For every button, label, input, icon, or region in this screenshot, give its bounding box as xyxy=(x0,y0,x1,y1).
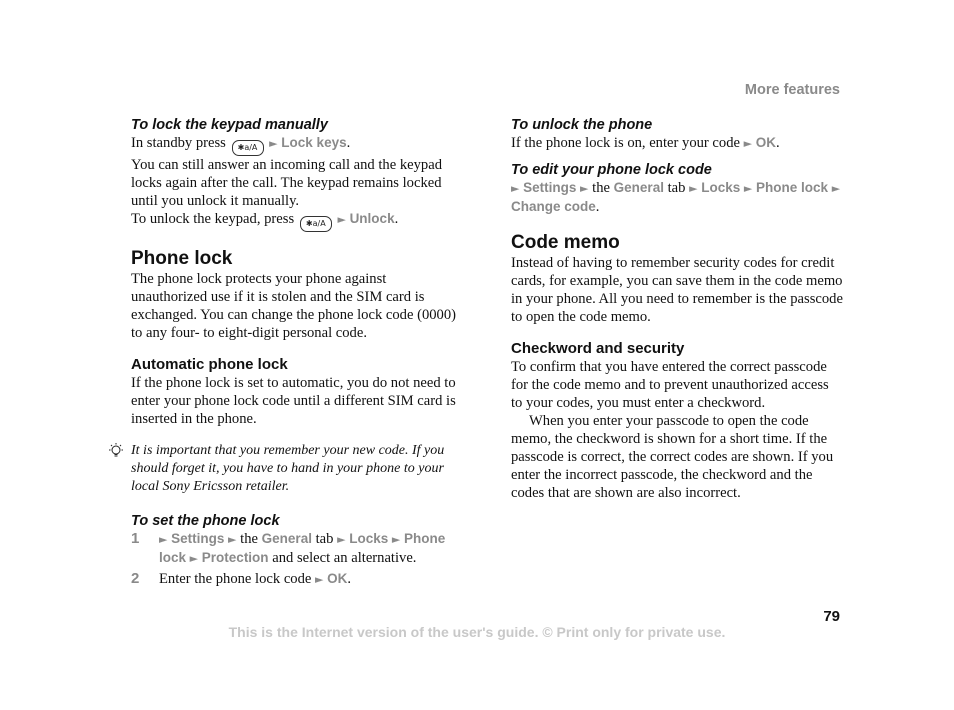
auto-lock-para: If the phone lock is set to automatic, you do not need to enter your phone lock code until a different SIM card is inserted in the phone. xyxy=(131,375,456,427)
arrow-right-icon: ► xyxy=(159,533,168,546)
protection-menu-item: Protection xyxy=(201,550,269,565)
lock-keypad-prefix: In standby press xyxy=(131,135,226,151)
change-code-menu-item: Change code xyxy=(511,199,596,214)
edit-code-step: ► Settings ► the General tab ► Locks ► Phone lock ► Change code. xyxy=(511,180,841,215)
settings-menu-item: Settings xyxy=(523,180,577,195)
code-memo-para: Instead of having to remember security codes for credit cards, for example, you can save them in the code memo in your phone. All you need to remember is the passcode to open the code memo. xyxy=(511,255,843,325)
phone-lock-heading: Phone lock xyxy=(131,248,233,269)
set-lock-heading: To set the phone lock xyxy=(131,513,280,529)
general-tab-item: General xyxy=(261,531,312,546)
step-number: 2 xyxy=(131,570,140,587)
arrow-right-icon: ► xyxy=(337,533,346,546)
unlock-heading: To unlock the phone xyxy=(511,117,653,133)
section-header: More features xyxy=(744,82,840,98)
general-tab-item: General xyxy=(613,180,664,195)
lock-keypad-heading: To lock the keypad manually xyxy=(131,117,328,133)
phone-lock-menu-item: Phone lock xyxy=(159,531,446,565)
unlock-text: If the phone lock is on, enter your code xyxy=(511,135,740,151)
arrow-right-icon: ► xyxy=(689,182,698,195)
arrow-right-icon: ► xyxy=(580,182,589,195)
lightbulb-icon xyxy=(107,442,125,460)
phone-lock-menu-item: Phone lock xyxy=(756,180,829,195)
set-lock-step-1 xyxy=(131,530,461,568)
the-text: the xyxy=(240,531,259,547)
arrow-right-icon: ► xyxy=(269,137,278,150)
lock-keypad-step: In standby press ✱a/A ► Lock keys. xyxy=(131,134,461,156)
page-number: 79 xyxy=(823,608,840,625)
arrow-right-icon: ► xyxy=(743,182,753,195)
arrow-right-icon: ► xyxy=(743,137,753,150)
arrow-right-icon: ► xyxy=(337,213,346,226)
ok-softkey: OK xyxy=(755,135,776,150)
code-memo-heading: Code memo xyxy=(511,232,620,253)
right-column xyxy=(511,116,843,502)
checkword-para-1: To confirm that you have entered the correct passcode for the code memo and to prevent unauthorized access to your codes, you must enter a checkword. xyxy=(511,359,829,411)
lock-keypad-info: You can still answer an incoming call and the keypad locks again after the call. The keypad remains locked until you unlock it manually. xyxy=(131,157,442,209)
left-column xyxy=(131,116,461,589)
checkword-para-2: When you enter your passcode to open the code memo, the checkword is shown for a short time. If the passcode is correct, the correct codes are shown. If you enter the incorrect passcode, the checkword and the codes that are shown are also incorrect. xyxy=(511,413,834,501)
step-number: 1 xyxy=(131,530,140,547)
arrow-right-icon: ► xyxy=(831,182,841,195)
step2-text: Enter the phone lock code xyxy=(159,571,312,587)
settings-menu-item: Settings xyxy=(171,531,225,546)
arrow-right-icon: ► xyxy=(315,573,324,586)
star-key-icon: ✱a/A xyxy=(300,216,332,232)
footer-note: This is the Internet version of the user's guide. © Print only for private use. xyxy=(228,624,726,640)
the-text: the xyxy=(592,180,611,196)
arrow-right-icon: ► xyxy=(511,182,520,195)
tab-text: tab xyxy=(667,180,686,196)
auto-lock-heading: Automatic phone lock xyxy=(131,356,288,373)
locks-menu-item: Locks xyxy=(701,180,741,195)
arrow-right-icon: ► xyxy=(189,552,199,565)
ok-softkey: OK xyxy=(327,571,348,586)
locks-menu-item: Locks xyxy=(349,531,389,546)
tip-text: It is important that you remember your new code. If you should forget it, you have to hand in your phone to your local Sony Ericsson retailer. xyxy=(131,443,445,494)
unlock-keypad-prefix: To unlock the keypad, press xyxy=(131,211,295,227)
tab-text: tab xyxy=(315,531,334,547)
arrow-right-icon: ► xyxy=(228,533,237,546)
tip-box xyxy=(131,442,461,496)
arrow-right-icon: ► xyxy=(391,533,401,546)
set-lock-step-2: 2 Enter the phone lock code ► OK. xyxy=(131,570,352,587)
star-key-icon: ✱a/A xyxy=(232,140,264,156)
edit-code-heading: To edit your phone lock code xyxy=(511,162,712,178)
unlock-step: If the phone lock is on, enter your code ► OK. xyxy=(511,135,780,151)
phone-lock-para: The phone lock protects your phone against unauthorized use if it is stolen and the SIM card is exchanged. You can change the phone lock code (0000) to any four- to eight-digit personal code. xyxy=(131,271,457,341)
unlock-menu-item: Unlock xyxy=(349,211,395,226)
lock-keys-menu-item: Lock keys xyxy=(281,135,347,150)
checkword-heading: Checkword and security xyxy=(511,340,685,357)
unlock-keypad-step: To unlock the keypad, press ✱a/A ► Unlock. xyxy=(131,210,461,232)
step1-suffix: and select an alternative. xyxy=(272,550,417,566)
